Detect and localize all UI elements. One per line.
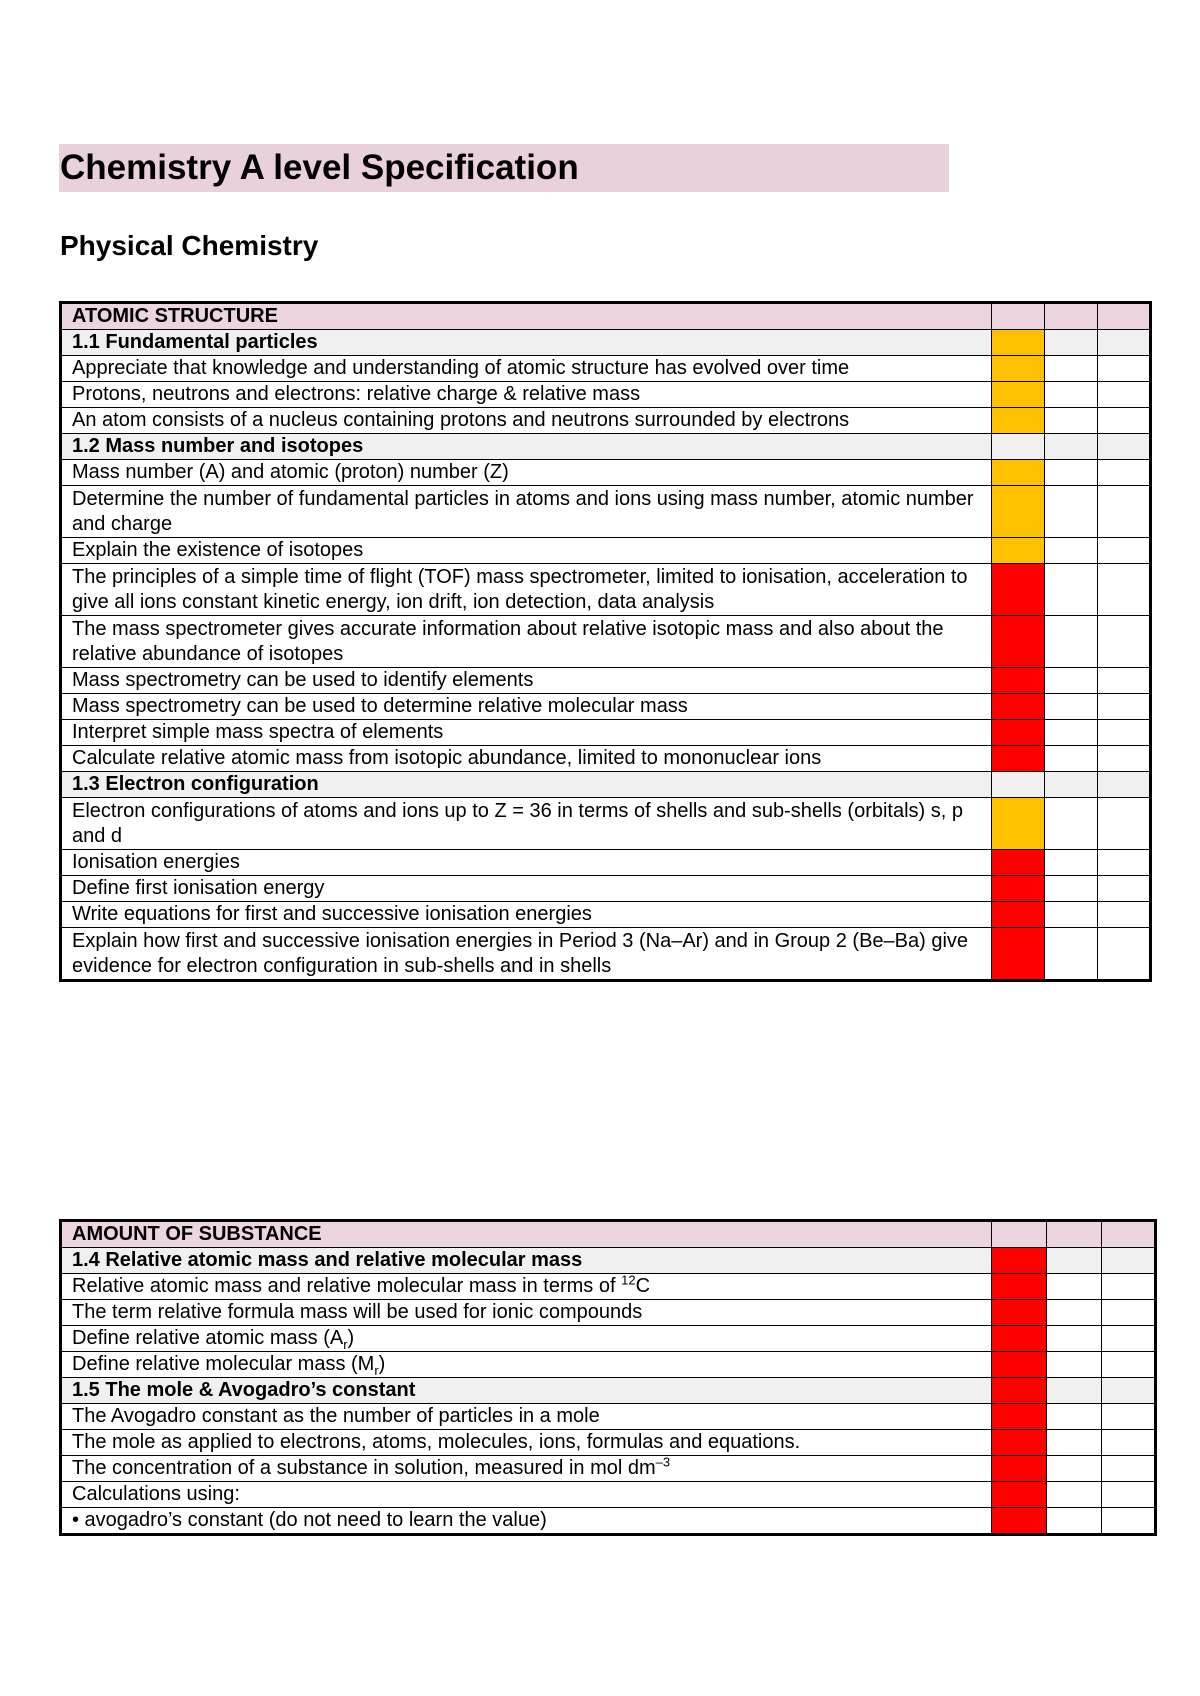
spec-item-text [61, 1274, 992, 1300]
subscript: r [374, 1363, 379, 1378]
rag-status-cell[interactable] [992, 1352, 1047, 1378]
amount-of-substance-table [59, 1219, 1157, 1536]
rag-cell[interactable] [1047, 1378, 1102, 1404]
rag-status-cell[interactable] [992, 486, 1045, 538]
rag-cell[interactable] [1045, 330, 1098, 356]
rag-cell[interactable] [1045, 616, 1098, 668]
document-title: Chemistry A level Specification [59, 144, 949, 192]
rag-cell[interactable] [1098, 694, 1151, 720]
spec-item-text: Interpret simple mass spectra of elements [61, 720, 992, 746]
rag-status-cell[interactable] [992, 902, 1045, 928]
rag-cell[interactable] [1102, 1352, 1156, 1378]
rag-cell[interactable] [1098, 382, 1151, 408]
spec-item-row [61, 876, 1151, 902]
rag-cell[interactable] [1098, 408, 1151, 434]
spec-item-row [61, 1274, 1156, 1300]
rag-cell[interactable] [1098, 928, 1151, 981]
rag-cell[interactable] [1102, 1508, 1156, 1535]
atomic-structure-table [59, 301, 1152, 982]
rag-cell[interactable] [1045, 876, 1098, 902]
rag-cell[interactable] [1102, 1404, 1156, 1430]
spec-item-text: Determine the number of fundamental particles in atoms and ions using mass number, atomic number and charge [61, 486, 992, 538]
rag-cell[interactable] [1045, 356, 1098, 382]
superscript: –3 [655, 1455, 671, 1470]
spec-item-text: The mole as applied to electrons, atoms, molecules, ions, formulas and equations. [61, 1430, 992, 1456]
element-symbol: C [635, 1275, 651, 1297]
spec-item-row [61, 616, 1151, 668]
spec-text: ) [378, 1353, 386, 1375]
spec-item-row [61, 1352, 1156, 1378]
rag-cell[interactable] [1045, 928, 1098, 981]
spec-item-text: Calculate relative atomic mass from isotopic abundance, limited to mononuclear ions [61, 746, 992, 772]
rag-cell[interactable] [992, 1221, 1047, 1248]
spec-item-text: Mass number (A) and atomic (proton) number (Z) [61, 460, 992, 486]
spec-item-text: • avogadro’s constant (do not need to learn the value) [61, 1508, 992, 1535]
spec-item-text: The principles of a simple time of flight (TOF) mass spectrometer, limited to ionisation, acceleration to give all ions constant kinetic energy, ion drift, ion detection, data analysis [61, 564, 992, 616]
rag-cell[interactable] [1047, 1430, 1102, 1456]
subtopic-row [61, 1248, 1156, 1274]
rag-status-cell[interactable] [992, 1456, 1047, 1482]
rag-status-cell[interactable] [992, 460, 1045, 486]
rag-status-cell[interactable] [992, 538, 1045, 564]
rag-cell[interactable] [1098, 902, 1151, 928]
spec-item-row [61, 1508, 1156, 1535]
spec-item-text: Appreciate that knowledge and understanding of atomic structure has evolved over time [61, 356, 992, 382]
rag-cell[interactable] [1045, 434, 1098, 460]
rag-status-cell[interactable] [992, 876, 1045, 902]
spec-item-row [61, 564, 1151, 616]
rag-status-cell[interactable] [992, 928, 1045, 981]
spec-item-row [61, 1300, 1156, 1326]
spec-item-text: Calculations using: [61, 1482, 992, 1508]
spec-item-text: Explain how first and successive ionisation energies in Period 3 (Na–Ar) and in Group 2 (Be–Ba) give evidence for electron configuration in sub-shells and in shells [61, 928, 992, 981]
rag-cell[interactable] [1047, 1326, 1102, 1352]
rag-cell[interactable] [1102, 1430, 1156, 1456]
rag-cell[interactable] [1045, 486, 1098, 538]
rag-cell[interactable] [1045, 720, 1098, 746]
rag-cell[interactable] [1098, 303, 1151, 330]
rag-cell[interactable] [1102, 1456, 1156, 1482]
rag-cell[interactable] [1102, 1274, 1156, 1300]
rag-cell[interactable] [1045, 382, 1098, 408]
subtopic-title: 1.1 Fundamental particles [61, 330, 992, 356]
subtopic-title: 1.3 Electron configuration [61, 772, 992, 798]
rag-cell[interactable] [1102, 1248, 1156, 1274]
spec-item-text: Write equations for first and successive ionisation energies [61, 902, 992, 928]
spec-item-row [61, 720, 1151, 746]
topic-title: ATOMIC STRUCTURE [61, 303, 992, 330]
spec-item-text: Electron configurations of atoms and ions up to Z = 36 in terms of shells and sub-shells (orbitals) s, p and d [61, 798, 992, 850]
spec-item-text: The Avogadro constant as the number of particles in a mole [61, 1404, 992, 1430]
spec-item-row [61, 356, 1151, 382]
rag-cell[interactable] [1098, 486, 1151, 538]
rag-status-cell[interactable] [992, 382, 1045, 408]
spec-text: Define relative molecular mass (M [72, 1353, 375, 1375]
spec-item-text: Explain the existence of isotopes [61, 538, 992, 564]
rag-cell[interactable] [1047, 1404, 1102, 1430]
rag-cell[interactable] [1045, 902, 1098, 928]
spec-item-row [61, 1482, 1156, 1508]
rag-cell[interactable] [1045, 564, 1098, 616]
subtopic-title: 1.2 Mass number and isotopes [61, 434, 992, 460]
isotope-mass-number: 12 [621, 1273, 636, 1288]
rag-cell[interactable] [1098, 538, 1151, 564]
subtopic-row [61, 1378, 1156, 1404]
topic-header-row [61, 303, 1151, 330]
rag-cell[interactable] [1098, 356, 1151, 382]
rag-cell[interactable] [1045, 772, 1098, 798]
spec-item-text: The term relative formula mass will be used for ionic compounds [61, 1300, 992, 1326]
rag-cell[interactable] [1045, 303, 1098, 330]
rag-cell[interactable] [1047, 1274, 1102, 1300]
spec-item-text [61, 1456, 992, 1482]
rag-cell[interactable] [1098, 460, 1151, 486]
rag-cell[interactable] [1045, 694, 1098, 720]
spec-item-row [61, 850, 1151, 876]
spec-item-text: An atom consists of a nucleus containing protons and neutrons surrounded by electrons [61, 408, 992, 434]
rag-status-cell[interactable] [992, 1508, 1047, 1535]
spec-item-row [61, 1404, 1156, 1430]
rag-cell[interactable] [1098, 668, 1151, 694]
subtopic-row [61, 330, 1151, 356]
spec-text: Define relative atomic mass (A [72, 1327, 344, 1349]
spec-item-row [61, 1326, 1156, 1352]
rag-cell[interactable] [1102, 1221, 1156, 1248]
subtopic-title: 1.5 The mole & Avogadro’s constant [61, 1378, 992, 1404]
subscript: r [343, 1337, 348, 1352]
rag-cell[interactable] [1102, 1300, 1156, 1326]
rag-status-cell[interactable] [992, 772, 1045, 798]
rag-cell[interactable] [1098, 772, 1151, 798]
rag-status-cell[interactable] [992, 616, 1045, 668]
rag-status-cell[interactable] [992, 356, 1045, 382]
rag-status-cell[interactable] [992, 434, 1045, 460]
rag-cell[interactable] [1047, 1248, 1102, 1274]
rag-status-cell[interactable] [992, 1248, 1047, 1274]
rag-cell[interactable] [1045, 408, 1098, 434]
rag-cell[interactable] [1098, 564, 1151, 616]
rag-cell[interactable] [1098, 850, 1151, 876]
spec-item-text: Protons, neutrons and electrons: relative charge & relative mass [61, 382, 992, 408]
rag-status-cell[interactable] [992, 1404, 1047, 1430]
rag-cell[interactable] [1045, 668, 1098, 694]
spec-item-row [61, 486, 1151, 538]
rag-cell[interactable] [1098, 798, 1151, 850]
section-heading: Physical Chemistry [60, 230, 319, 261]
rag-cell[interactable] [1098, 746, 1151, 772]
spec-item-row [61, 746, 1151, 772]
rag-cell[interactable] [1098, 330, 1151, 356]
spec-text: ) [347, 1327, 355, 1349]
rag-cell[interactable] [1102, 1326, 1156, 1352]
spec-item-row [61, 798, 1151, 850]
rag-status-cell[interactable] [992, 746, 1045, 772]
rag-status-cell[interactable] [992, 1300, 1047, 1326]
spec-item-row [61, 902, 1151, 928]
rag-cell[interactable] [1098, 876, 1151, 902]
rag-cell[interactable] [1102, 1378, 1156, 1404]
subtopic-row [61, 434, 1151, 460]
spec-item-text: Mass spectrometry can be used to determine relative molecular mass [61, 694, 992, 720]
spec-item-row [61, 694, 1151, 720]
rag-status-cell[interactable] [992, 850, 1045, 876]
spec-item-row [61, 408, 1151, 434]
rag-cell[interactable] [1045, 746, 1098, 772]
rag-cell[interactable] [1045, 460, 1098, 486]
rag-cell[interactable] [1045, 850, 1098, 876]
rag-status-cell[interactable] [992, 408, 1045, 434]
rag-cell[interactable] [1047, 1456, 1102, 1482]
spec-item-text: Mass spectrometry can be used to identify elements [61, 668, 992, 694]
rag-cell[interactable] [992, 303, 1045, 330]
spec-item-text [61, 1326, 992, 1352]
spec-item-row [61, 668, 1151, 694]
spec-item-row [61, 1456, 1156, 1482]
topic-header-row [61, 1221, 1156, 1248]
rag-status-cell[interactable] [992, 798, 1045, 850]
spec-item-text: Ionisation energies [61, 850, 992, 876]
rag-status-cell[interactable] [992, 564, 1045, 616]
rag-cell[interactable] [1047, 1482, 1102, 1508]
rag-status-cell[interactable] [992, 1430, 1047, 1456]
spec-text: The concentration of a substance in solution, measured in mol dm [72, 1457, 656, 1479]
rag-cell[interactable] [1047, 1508, 1102, 1535]
rag-status-cell[interactable] [992, 1274, 1047, 1300]
rag-status-cell[interactable] [992, 330, 1045, 356]
rag-cell[interactable] [1098, 720, 1151, 746]
rag-cell[interactable] [1047, 1300, 1102, 1326]
rag-status-cell[interactable] [992, 1326, 1047, 1352]
rag-cell[interactable] [1102, 1482, 1156, 1508]
subtopic-row [61, 772, 1151, 798]
rag-cell[interactable] [1045, 798, 1098, 850]
subtopic-title: 1.4 Relative atomic mass and relative molecular mass [61, 1248, 992, 1274]
spec-text: Relative atomic mass and relative molecular mass in terms of [72, 1275, 622, 1297]
rag-cell[interactable] [1098, 434, 1151, 460]
rag-cell[interactable] [1098, 616, 1151, 668]
topic-title: AMOUNT OF SUBSTANCE [61, 1221, 992, 1248]
rag-cell[interactable] [1047, 1221, 1102, 1248]
spec-item-row [61, 538, 1151, 564]
spec-item-text: Define first ionisation energy [61, 876, 992, 902]
spec-item-text [61, 1352, 992, 1378]
rag-status-cell[interactable] [992, 668, 1045, 694]
spec-item-text: The mass spectrometer gives accurate information about relative isotopic mass and also about the relative abundance of isotopes [61, 616, 992, 668]
spec-item-row [61, 460, 1151, 486]
rag-cell[interactable] [1045, 538, 1098, 564]
spec-item-row [61, 928, 1151, 981]
rag-status-cell[interactable] [992, 1378, 1047, 1404]
spec-item-row [61, 382, 1151, 408]
rag-cell[interactable] [1047, 1352, 1102, 1378]
rag-status-cell[interactable] [992, 694, 1045, 720]
rag-status-cell[interactable] [992, 720, 1045, 746]
rag-status-cell[interactable] [992, 1482, 1047, 1508]
spec-item-row [61, 1430, 1156, 1456]
